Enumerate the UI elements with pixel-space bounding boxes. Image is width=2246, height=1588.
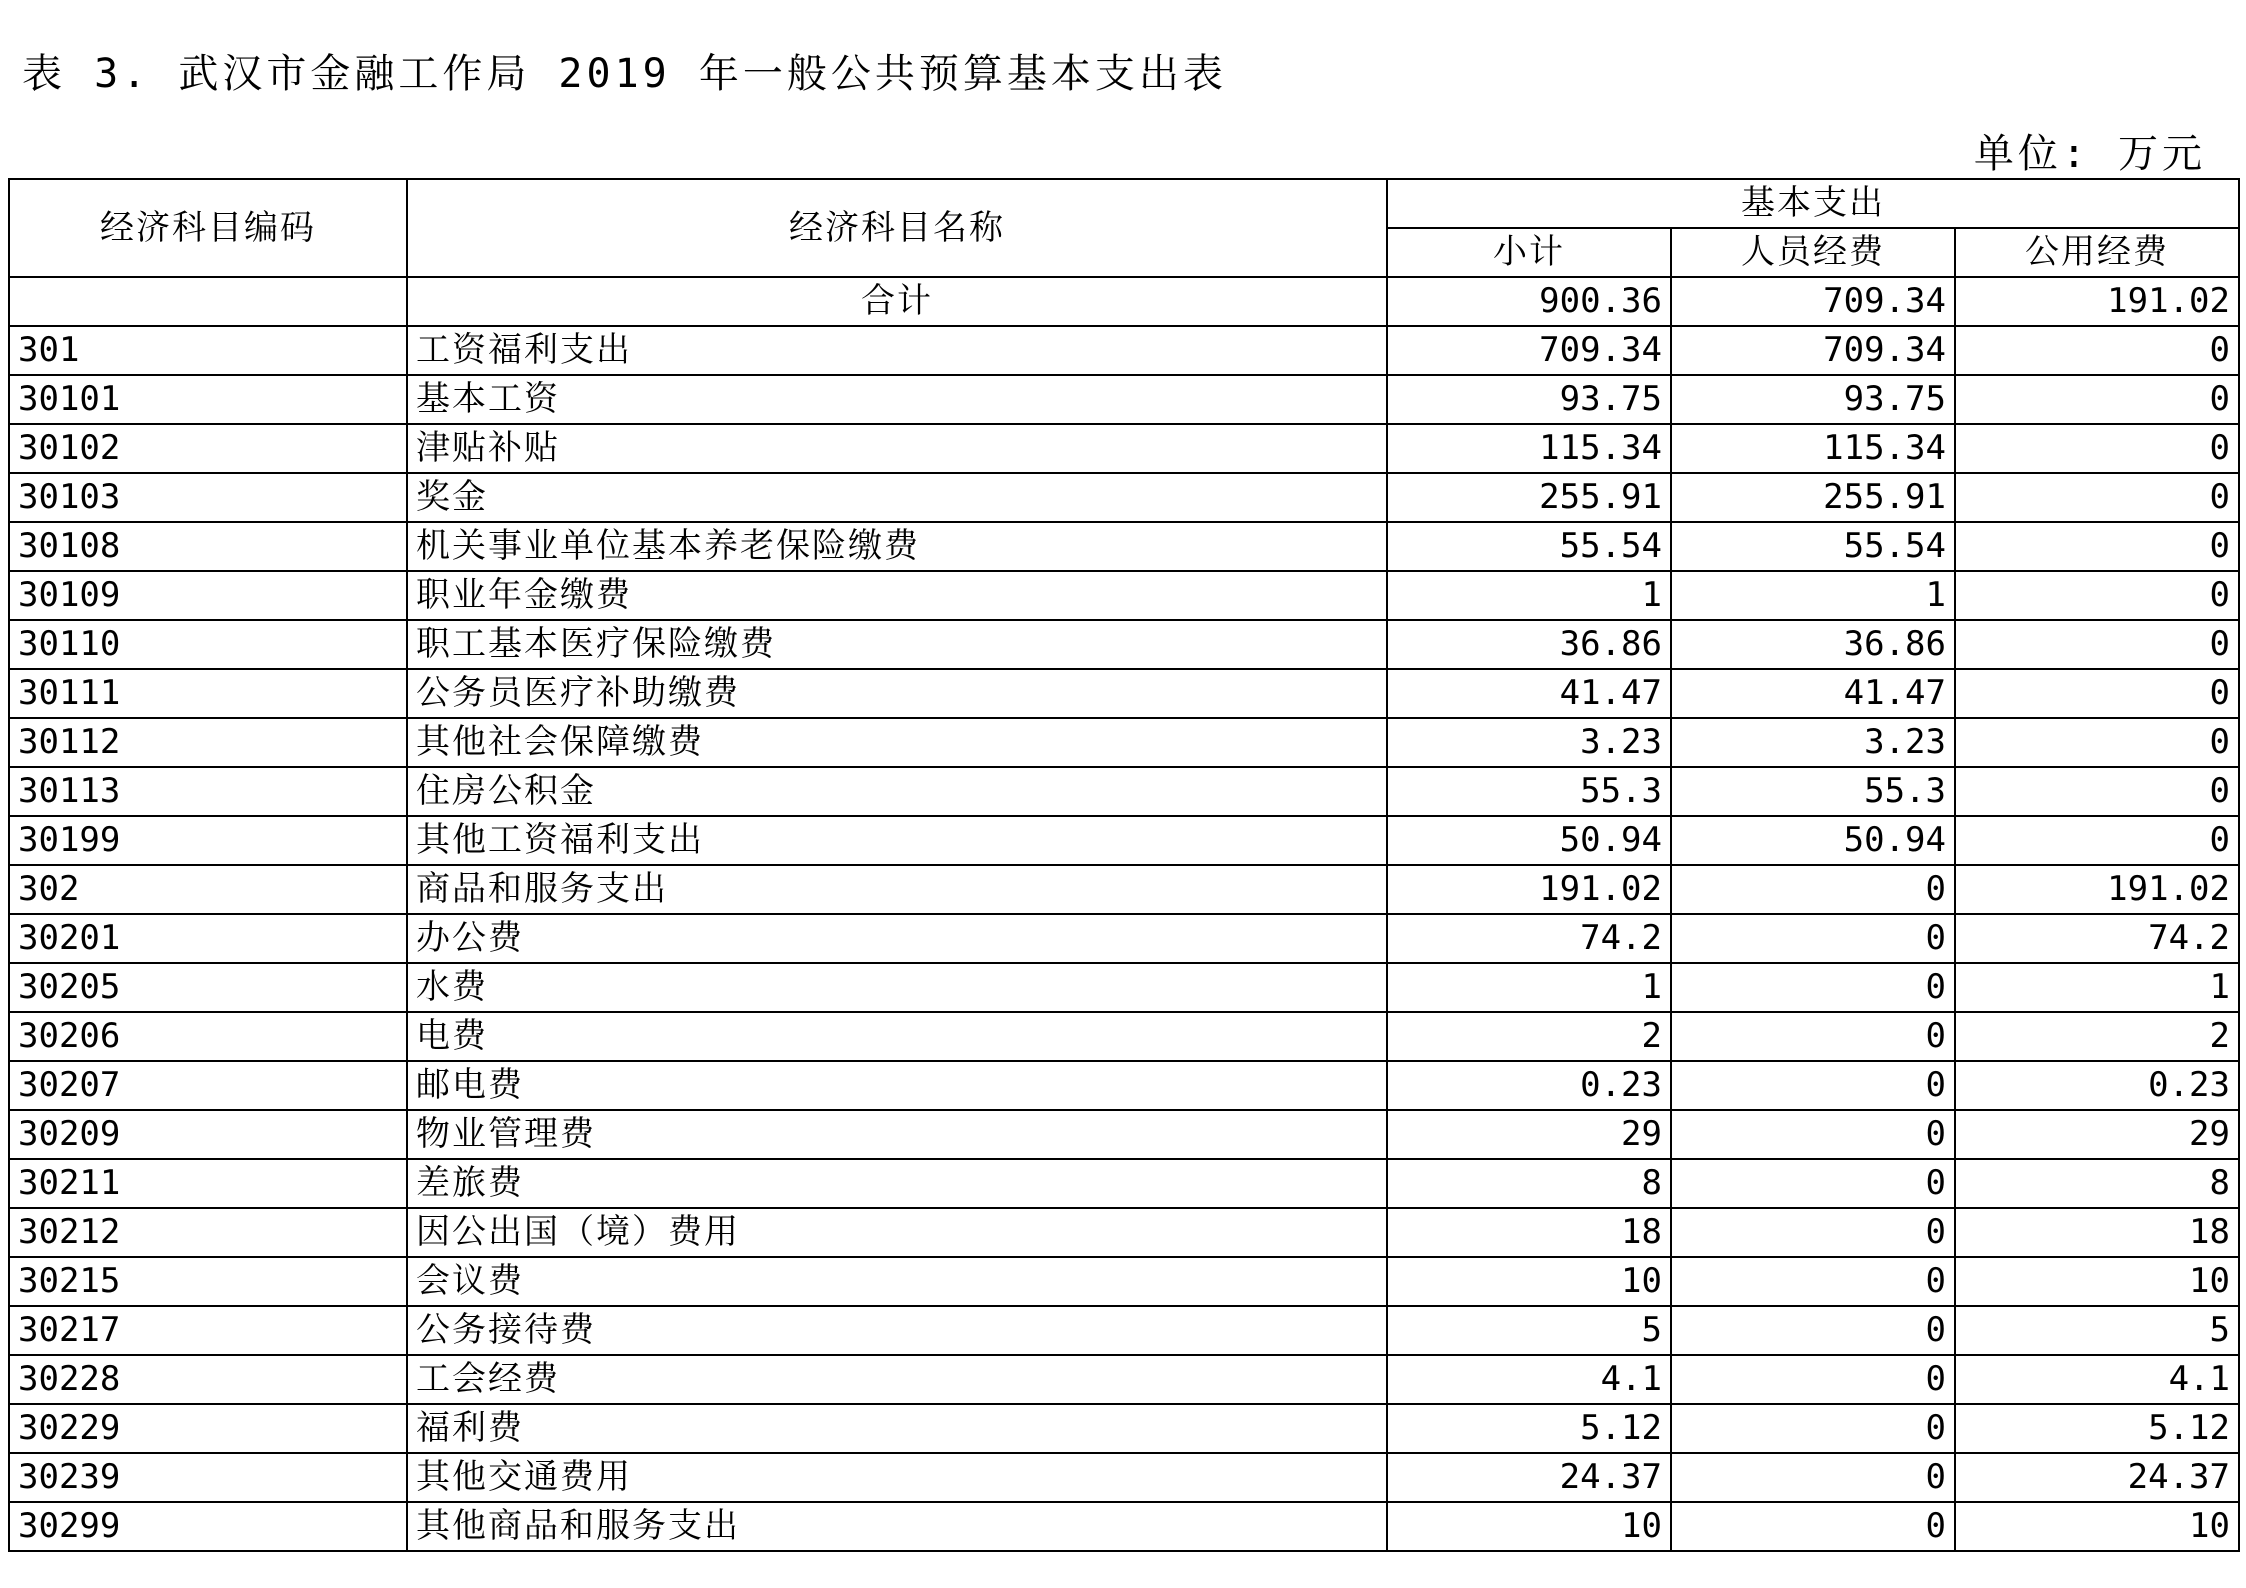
cell-code: 302	[9, 865, 407, 914]
cell-name: 基本工资	[407, 375, 1387, 424]
table-row	[9, 865, 2239, 914]
cell-public: 5.12	[1955, 1404, 2239, 1453]
table-row	[9, 1208, 2239, 1257]
cell-name: 合计	[407, 277, 1387, 326]
cell-public: 1	[1955, 963, 2239, 1012]
cell-personnel: 0	[1671, 914, 1955, 963]
cell-subtotal: 2	[1387, 1012, 1671, 1061]
cell-code: 30111	[9, 669, 407, 718]
cell-code: 30199	[9, 816, 407, 865]
cell-personnel: 709.34	[1671, 277, 1955, 326]
cell-name: 其他社会保障缴费	[407, 718, 1387, 767]
cell-subtotal: 5.12	[1387, 1404, 1671, 1453]
cell-name: 办公费	[407, 914, 1387, 963]
cell-subtotal: 3.23	[1387, 718, 1671, 767]
header-public: 公用经费	[1955, 228, 2239, 277]
cell-subtotal: 191.02	[1387, 865, 1671, 914]
budget-table	[8, 178, 2240, 1552]
cell-subtotal: 74.2	[1387, 914, 1671, 963]
cell-personnel: 255.91	[1671, 473, 1955, 522]
cell-code: 30299	[9, 1502, 407, 1551]
cell-personnel: 0	[1671, 1257, 1955, 1306]
cell-code: 30209	[9, 1110, 407, 1159]
cell-public: 10	[1955, 1257, 2239, 1306]
cell-name: 公务接待费	[407, 1306, 1387, 1355]
cell-code	[9, 277, 407, 326]
cell-code: 30212	[9, 1208, 407, 1257]
cell-name: 福利费	[407, 1404, 1387, 1453]
cell-subtotal: 93.75	[1387, 375, 1671, 424]
cell-personnel: 41.47	[1671, 669, 1955, 718]
cell-personnel: 55.3	[1671, 767, 1955, 816]
cell-name: 奖金	[407, 473, 1387, 522]
document-title: 表 3. 武汉市金融工作局 2019 年一般公共预算基本支出表	[22, 51, 1227, 97]
cell-personnel: 0	[1671, 1208, 1955, 1257]
cell-personnel: 50.94	[1671, 816, 1955, 865]
cell-name: 商品和服务支出	[407, 865, 1387, 914]
cell-code: 30109	[9, 571, 407, 620]
cell-code: 30239	[9, 1453, 407, 1502]
header-personnel: 人员经费	[1671, 228, 1955, 277]
cell-personnel: 0	[1671, 1404, 1955, 1453]
cell-subtotal: 24.37	[1387, 1453, 1671, 1502]
cell-personnel: 0	[1671, 1306, 1955, 1355]
cell-subtotal: 55.54	[1387, 522, 1671, 571]
cell-subtotal: 55.3	[1387, 767, 1671, 816]
cell-public: 0	[1955, 375, 2239, 424]
cell-name: 因公出国（境）费用	[407, 1208, 1387, 1257]
cell-public: 191.02	[1955, 277, 2239, 326]
cell-personnel: 3.23	[1671, 718, 1955, 767]
cell-code: 30201	[9, 914, 407, 963]
table-row	[9, 522, 2239, 571]
table-row	[9, 620, 2239, 669]
cell-code: 301	[9, 326, 407, 375]
cell-code: 30228	[9, 1355, 407, 1404]
cell-public: 18	[1955, 1208, 2239, 1257]
cell-code: 30205	[9, 963, 407, 1012]
table-row	[9, 424, 2239, 473]
cell-subtotal: 1	[1387, 963, 1671, 1012]
cell-code: 30112	[9, 718, 407, 767]
cell-public: 0	[1955, 669, 2239, 718]
cell-public: 0	[1955, 620, 2239, 669]
cell-subtotal: 5	[1387, 1306, 1671, 1355]
cell-public: 0	[1955, 767, 2239, 816]
cell-code: 30101	[9, 375, 407, 424]
table-body	[9, 277, 2239, 1551]
cell-name: 住房公积金	[407, 767, 1387, 816]
table-row	[9, 1355, 2239, 1404]
cell-public: 2	[1955, 1012, 2239, 1061]
cell-personnel: 115.34	[1671, 424, 1955, 473]
table-row	[9, 816, 2239, 865]
cell-public: 74.2	[1955, 914, 2239, 963]
cell-subtotal: 1	[1387, 571, 1671, 620]
table-row	[9, 326, 2239, 375]
cell-subtotal: 115.34	[1387, 424, 1671, 473]
cell-code: 30207	[9, 1061, 407, 1110]
cell-public: 5	[1955, 1306, 2239, 1355]
header-row-1	[9, 179, 2239, 228]
cell-public: 0	[1955, 473, 2239, 522]
cell-code: 30108	[9, 522, 407, 571]
table-row	[9, 1306, 2239, 1355]
table-row	[9, 1257, 2239, 1306]
cell-personnel: 1	[1671, 571, 1955, 620]
cell-code: 30110	[9, 620, 407, 669]
table-row	[9, 1159, 2239, 1208]
cell-subtotal: 41.47	[1387, 669, 1671, 718]
table-row	[9, 1061, 2239, 1110]
cell-subtotal: 18	[1387, 1208, 1671, 1257]
cell-public: 29	[1955, 1110, 2239, 1159]
cell-name: 机关事业单位基本养老保险缴费	[407, 522, 1387, 571]
cell-public: 4.1	[1955, 1355, 2239, 1404]
cell-personnel: 0	[1671, 1453, 1955, 1502]
table-row	[9, 1404, 2239, 1453]
cell-personnel: 0	[1671, 1502, 1955, 1551]
cell-personnel: 55.54	[1671, 522, 1955, 571]
cell-name: 邮电费	[407, 1061, 1387, 1110]
cell-subtotal: 10	[1387, 1257, 1671, 1306]
cell-name: 会议费	[407, 1257, 1387, 1306]
cell-subtotal: 4.1	[1387, 1355, 1671, 1404]
cell-public: 0	[1955, 816, 2239, 865]
cell-code: 30211	[9, 1159, 407, 1208]
cell-subtotal: 900.36	[1387, 277, 1671, 326]
table-row	[9, 1012, 2239, 1061]
header-basic-expenditure: 基本支出	[1387, 179, 2239, 228]
cell-public: 0.23	[1955, 1061, 2239, 1110]
header-name: 经济科目名称	[407, 179, 1387, 277]
cell-personnel: 0	[1671, 1110, 1955, 1159]
cell-name: 职工基本医疗保险缴费	[407, 620, 1387, 669]
cell-code: 30102	[9, 424, 407, 473]
cell-personnel: 0	[1671, 1012, 1955, 1061]
cell-personnel: 36.86	[1671, 620, 1955, 669]
table-row	[9, 1453, 2239, 1502]
cell-subtotal: 29	[1387, 1110, 1671, 1159]
cell-subtotal: 36.86	[1387, 620, 1671, 669]
cell-subtotal: 0.23	[1387, 1061, 1671, 1110]
cell-name: 水费	[407, 963, 1387, 1012]
cell-code: 30113	[9, 767, 407, 816]
cell-code: 30217	[9, 1306, 407, 1355]
table-row	[9, 1110, 2239, 1159]
cell-name: 工会经费	[407, 1355, 1387, 1404]
cell-code: 30206	[9, 1012, 407, 1061]
cell-code: 30103	[9, 473, 407, 522]
cell-public: 24.37	[1955, 1453, 2239, 1502]
cell-public: 10	[1955, 1502, 2239, 1551]
cell-name: 工资福利支出	[407, 326, 1387, 375]
cell-personnel: 93.75	[1671, 375, 1955, 424]
cell-personnel: 709.34	[1671, 326, 1955, 375]
cell-personnel: 0	[1671, 1061, 1955, 1110]
header-code: 经济科目编码	[9, 179, 407, 277]
table-row	[9, 963, 2239, 1012]
table-row	[9, 718, 2239, 767]
cell-personnel: 0	[1671, 1355, 1955, 1404]
cell-code: 30215	[9, 1257, 407, 1306]
cell-subtotal: 709.34	[1387, 326, 1671, 375]
cell-public: 0	[1955, 571, 2239, 620]
cell-name: 电费	[407, 1012, 1387, 1061]
cell-personnel: 0	[1671, 865, 1955, 914]
table-row	[9, 375, 2239, 424]
table-row	[9, 571, 2239, 620]
cell-name: 物业管理费	[407, 1110, 1387, 1159]
cell-public: 191.02	[1955, 865, 2239, 914]
cell-name: 公务员医疗补助缴费	[407, 669, 1387, 718]
cell-subtotal: 8	[1387, 1159, 1671, 1208]
cell-name: 其他工资福利支出	[407, 816, 1387, 865]
cell-public: 0	[1955, 326, 2239, 375]
cell-personnel: 0	[1671, 963, 1955, 1012]
cell-personnel: 0	[1671, 1159, 1955, 1208]
table-row	[9, 669, 2239, 718]
cell-public: 0	[1955, 718, 2239, 767]
cell-code: 30229	[9, 1404, 407, 1453]
table-row	[9, 473, 2239, 522]
table-row	[9, 914, 2239, 963]
table-header	[9, 179, 2239, 277]
cell-public: 0	[1955, 424, 2239, 473]
cell-subtotal: 10	[1387, 1502, 1671, 1551]
cell-name: 津贴补贴	[407, 424, 1387, 473]
cell-name: 差旅费	[407, 1159, 1387, 1208]
cell-subtotal: 50.94	[1387, 816, 1671, 865]
cell-name: 职业年金缴费	[407, 571, 1387, 620]
cell-public: 0	[1955, 522, 2239, 571]
total-row	[9, 277, 2239, 326]
cell-subtotal: 255.91	[1387, 473, 1671, 522]
table-row	[9, 1502, 2239, 1551]
header-subtotal: 小计	[1387, 228, 1671, 277]
cell-public: 8	[1955, 1159, 2239, 1208]
unit-label: 单位: 万元	[1973, 131, 2206, 177]
cell-name: 其他商品和服务支出	[407, 1502, 1387, 1551]
table-row	[9, 767, 2239, 816]
cell-name: 其他交通费用	[407, 1453, 1387, 1502]
